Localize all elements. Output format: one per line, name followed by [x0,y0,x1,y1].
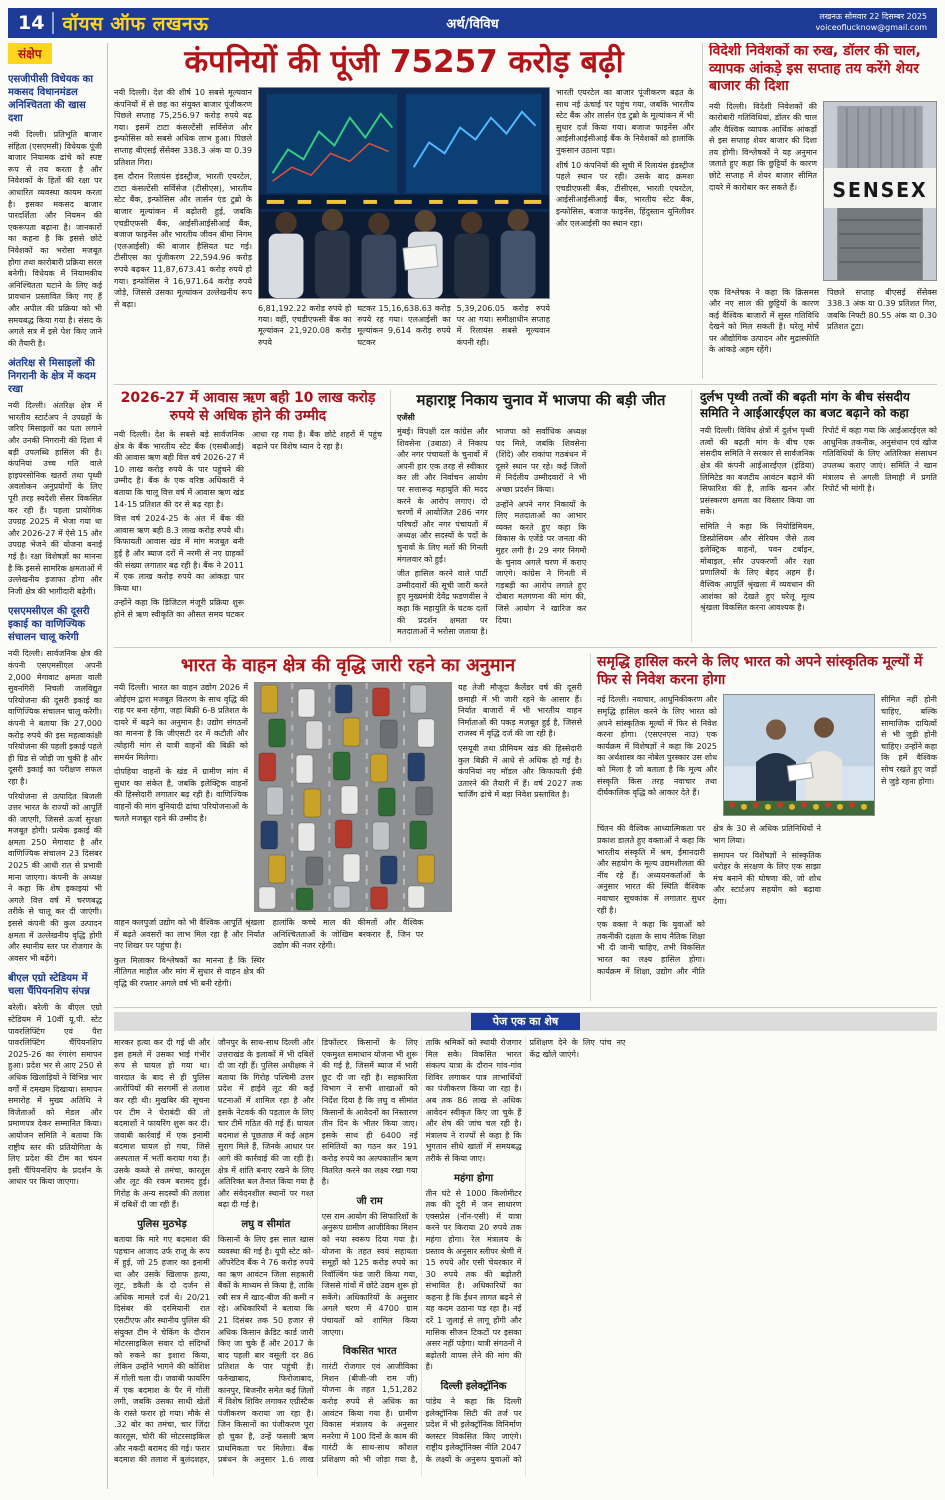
paragraph: एक वक्ता ने कहा कि युवाओं को तकनीकी दक्षता के साथ नैतिक शिक्षा भी दी जानी चाहिए, तभी विकसित भारत का लक्ष्य हासिल होगा। कार्यक्रम में शिक्षा, उद्योग और नीति क्षेत्र के 30 से अधिक प्रतिनिधियों ने भाग लिया। [597,824,821,976]
traffic-photo-art [255,683,451,911]
brief-headline: अंतरिक्ष से मिसाइलों की निगरानी के क्षेत्र में कदम रखा [8,358,96,396]
continued-story-subhead: महंगा होगा [454,1172,494,1184]
sensex-building-photo [823,101,937,281]
paragraph: इस दौरान रिलायंस इंडस्ट्रीज, भारती एयरटेल, टाटा कंसल्टेंसी सर्विसेज (टीसीएस), भारतीय स्टेट बैंक, इन्फोसिस और लार्सन एंड टुब्रो के बाजार मूल्यांकन में बढ़ोतरी हुई, जबकि एचडीएफसी बैंक, आईसीआईसीआई बैंक, बजाज फाइनेंस और भारतीय जीवन बीमा निगम (एलआईसी) की बाजार हैसियत घट गई। टीसीएस का पूंजीकरण 22,594.96 करोड़ रुपये बढ़कर 11,87,673.41 करोड़ रुपये हो गया। इन्फोसिस ने 16,971.64 करोड़ रुपये जोड़े, जिससे उसका मूल्यांकन उल्लेखनीय रूप से बढ़ा। [114,172,252,309]
page-number: 14 [18,12,54,34]
brief-body [8,400,102,597]
market-outlook-body [709,101,937,283]
culture-column-left [597,694,717,818]
byline: एजेंसी [397,413,415,422]
rare-earth-body [700,425,937,627]
paragraph: समिति ने कहा कि नियोडिमियम, डिस्प्रोसियम और सेरियम जैसे तत्व इलेक्ट्रिक वाहनों, पवन टर्बाइन, मोबाइल, सौर उपकरणों और रक्षा प्रणालियों के लिए बेहद अहम हैं। वैश्विक आपूर्ति श्रृंखला में व्यवधान की आशंका को देखते हुए घरेलू मूल्य श्रृंखला विकसित करना आवश्यक है। [700,521,815,613]
paragraph: नयी दिल्ली। विदेशी निवेशकों की कारोबारी गतिविधियां, डॉलर की चाल और वैश्विक व्यापक आर्थिक आंकड़ों से इस सप्ताह शेयर बाजार की दिशा तय होगी। विश्लेषकों ने यह अनुमान जताते हुए कहा कि छुट्टियों के कारण छोटे सप्ताह में शेयर बाजार सीमित दायरे में कारोबार कर सकते हैं। [709,101,817,192]
market-outlook-story [702,43,937,379]
paragraph: वित्त वर्ष 2024-25 के अंत में बैंक की आवास ऋण बही 8.3 लाख करोड़ रुपये थी। किफायती आवास खंड में मांग मजबूत बनी हुई है और ब्याज दरों में नरमी से नए ग्राहकों की संख्या लगातार बढ़ रही है। बैंक ने 2011 में एक लाख करोड़ रुपये का आंकड़ा पार किया था। [114,514,244,593]
paragraph: नयी दिल्ली। देश के सबसे बड़े सार्वजनिक क्षेत्र के बैंक भारतीय स्टेट बैंक (एसबीआई) की आवास ऋण बही वित्त वर्ष 2026-27 में 10 लाख करोड़ रुपये के पार पहुंचने की उम्मीद है। बैंक के एक वरिष्ठ अधिकारी ने बताया कि चालू वित्त वर्ष में आवास ऋण खंड 14-15 प्रतिशत की दर से बढ़ रहा है। [114,430,244,509]
figures-col-2: घटकर 15,16,638.63 करोड़ रुपये रह गया। एलआईसी का मूल्यांकन 9,614 करोड़ रुपये घटकर [357,304,451,347]
brief-article-space-missile [8,357,102,597]
main-area [114,43,937,1489]
brief-headline: एसजीपीसी विधेयक का मकसद विधानमंडल अनिश्चितता की खास दशा [8,74,93,124]
maharashtra-election-story [390,390,692,642]
paragraph: गारंटी रोजगार एवं आजीविका मिशन (बीजी-जी राम जी) योजना के तहत 1,51,282 करोड़ रुपये से अधिक का आवंटन किया गया है। ग्रामीण विकास मंत्रालय के अनुसार मनरेगा में 100 दिनों के काम की गारंटी के साथ-साथ कौशल प्रशिक्षण को भी जोड़ा गया है, ताकि श्रमिकों को स्थायी रोजगार मिल सके। विकसित भारत संकल्प यात्रा के दौरान गांव-गांव शिविर लगाकर पात्र लाभार्थियों का पंजीकरण किया जा रहा है। अब तक 86 लाख से अधिक आवेदन स्वीकृत किए जा चुके हैं और शेष की जांच चल रही है। मंत्रालय ने राज्यों से कहा है कि भुगतान सीधे खातों में समयबद्ध तरीके से किया जाए। [321,1038,522,1464]
paragraph: हालांकि कच्चे माल की कीमतों और वैश्विक अनिश्चितताओं के जोखिम बरकरार हैं, जिन पर उद्योग की नजर रहेगी। [272,918,424,951]
masthead-left [18,10,446,36]
vehicle-continued [114,917,582,1001]
paragraph: जीत हासिल करने वाले पार्टी उम्मीदवारों की सूची जारी करते हुए मुख्यमंत्री देवेंद्र फडणवीस ने कहा कि महायुति के घटक दलों की प्रदर्शन क्षमता पर मतदाताओं ने भरोसा जताया है। भाजपा को सर्वाधिक अध्यक्ष पद मिले, जबकि शिवसेना (शिंदे) और राकांपा गठबंधन में दूसरे स्थान पर रहे। कई जिलों में निर्दलीय उम्मीदवारों ने भी अच्छा प्रदर्शन किया। [397,427,587,637]
lead-column-right [556,87,694,369]
paragraph: नयी दिल्ली। भारत का वाहन उद्योग 2026 में ओईएम द्वारा मजबूत वितरण के साथ वृद्धि की राह पर बना रहेगा, जहां बिक्री 6-8 प्रतिशत के दायरे में बढ़ने का अनुमान है। उद्योग संगठनों का मानना है कि जीएसटी दर में कटौती और त्योहारी मांग से यात्री वाहनों की बिक्री को समर्थन मिलेगा। [114,683,248,762]
page-content [8,43,937,1489]
lead-headline: कंपनियों की पूंजी 75257 करोड़ बढ़ी [184,44,624,80]
paragraph: वाहन कलपुर्जा उद्योग को भी वैश्विक आपूर्ति श्रृंखला में बढ़ते अवसरों का लाभ मिल रहा है और निर्यात नए शिखर पर पहुंचा है। [114,918,265,951]
paragraph: मुंबई। विपक्षी दल कांग्रेस और शिवसेना (उबाठा) ने निकाय और नगर पंचायतों के चुनावों में अपनी हार एक तरह से स्वीकार कर ली और निर्वाचन आयोग पर सत्तारूढ़ महायुति की मदद करने के आरोप लगाए। दो चरणों में आयोजित 286 नगर परिषदों और नगर पंचायतों में अध्यक्ष और सदस्यों के पदों के चुनावों के लिए मतों की गिनती मंगलवार को हुई। [397,427,488,564]
cultural-values-body [597,694,937,818]
paragraph: चिंतन की वैश्विक आध्यात्मिकता पर प्रकाश डालते हुए वक्ताओं ने कहा कि भारतीय संस्कृति में श्रम, ईमानदारी और सहयोग के मूल्य उद्यमशीलता की नींव रहे हैं। अध्ययनकर्ताओं के अनुसार भारत की स्थिति वैश्विक नवाचार सूचकांक में लगातार सुधर रही है। [597,824,705,915]
lead-body [114,87,694,369]
paragraph: नयी दिल्ली। अंतरिक्ष क्षेत्र में भारतीय स्टार्टअप ने उपग्रहों के जरिए मिसाइलों का पता लगाने और उनकी निगरानी की दिशा में बड़ी उपलब्धि हासिल की है। कंपनियां उच्च गति वाले हाइपरसोनिक खतरों तथा पृथ्वी अवलोकन अनुप्रयोगों के लिए पूरी तरह स्वदेशी सेंसर विकसित कर रही हैं। पहला प्रायोगिक उपग्रह 2025 में भेजा गया था और 2026-27 में ऐसे 15 और उपग्रह भेजने की योजना बनाई गई है। रक्षा विशेषज्ञों का मानना है कि इससे सामरिक क्षमताओं में उल्लेखनीय इजाफा होगा और निजी क्षेत्र की भागीदारी बढ़ेगी। [8,401,102,596]
rare-earth-headline: दुर्लभ पृथ्वी तत्वों की बढ़ती मांग के बीच संसदीय समिति ने आईआरईएल का बजट बढ़ाने को कहा [700,390,910,420]
paragraph: समापन पर विशेषज्ञों ने सांस्कृतिक धरोहर के संरक्षण के लिए एक साझा मंच बनाने की घोषणा की, जो शोध और स्टार्टअप सहयोग को बढ़ावा देगा। [713,850,821,906]
paragraph: एक विश्लेषक ने कहा कि क्रिसमस और नए साल की छुट्टियों के कारण कई वैश्विक बाजारों में सुस्त गतिविधि देखने को मिल सकती है। घरेलू मोर्चे पर औद्योगिक उत्पादन और मुद्रास्फीति के आंकड़े अहम रहेंगे। [709,287,819,355]
paragraph: किसानों के लिए इस साल खास व्यवस्था की गई है। यूपी स्टेट को-ऑपरेटिव बैंक ने 76 करोड़ रुपये का ऋण आवंटन जिला सहकारी बैंकों के माध्यम से किया है, ताकि रबी सत्र में खाद-बीज की कमी न रहे। अधिकारियों ने बताया कि 21 दिसंबर तक 50 हजार से अधिक किसान क्रेडिट कार्ड जारी किए जा चुके हैं और 2017 के बाद पहली बार वसूली दर 86 प्रतिशत के पार पहुंची है। फर्रुखाबाद, फिरोजाबाद, कानपुर, बिजनौर समेत कई जिलों में विशेष शिविर लगाकर एग्रीस्टैक पंजीकरण कराया जा रहा है। जिन किसानों का पंजीकरण पूरा हो चुका है, उन्हें फसली ऋण प्राथमिकता पर मिलेगा। बैंक प्रबंधन के अनुसार 1.6 लाख डिफॉल्टर किसानों के लिए एकमुश्त समाधान योजना भी शुरू की गई है, जिसमें ब्याज में भारी छूट दी जा रही है। सहकारिता विभाग ने सभी शाखाओं को निर्देश दिया है कि लघु व सीमांत किसानों के आवेदनों का निस्तारण तीन दिन के भीतर किया जाए। इसके साथ ही 6400 नई समितियों का गठन कर 191 करोड़ रुपये का अल्पकालीन ऋण वितरित करने का लक्ष्य रखा गया है। [217,1038,418,1465]
contact-email: voiceoflucknow@gmail.com [815,23,927,32]
market-outlook-continued [709,287,937,375]
paragraph: पांडेय ने कहा कि दिल्ली इलेक्ट्रॉनिक सिटी की तर्ज पर प्रदेश में भी इलेक्ट्रॉनिक विनिर्माण क्लस्टर विकसित किए जाएंगे। राष्ट्रीय इलेक्ट्रॉनिक्स नीति 2047 के लक्ष्यों के अनुरूप युवाओं को प्रशिक्षण देने के लिए पांच नए केंद्र खोले जाएंगे। [425,1038,626,1464]
culture-column-right [881,694,937,818]
market-outlook-intro [709,101,817,283]
lead-middle [258,87,550,369]
paragraph: नई दिल्ली। नवाचार, आधुनिकीकरण और समृद्धि हासिल करने के लिए भारत को अपने सांस्कृतिक मूल्यों में फिर से निवेश करना होगा। (एसएनएस नाउ) एक कार्यक्रम में विशेषज्ञों ने कहा कि 2025 का अर्थशास्त्र का नोबेल पुरस्कार उस शोध को मिला है जो बताता है कि मूल्य और संस्कृति किस तरह नवाचार तथा दीर्घकालिक वृद्धि को आकार देते हैं। [597,695,717,798]
rare-earth-story [700,390,937,642]
traffic-jam-photo [254,682,452,912]
figures-col-3: 5,39,206.05 करोड़ रुपये पर आ गया। समीक्षाधीन सप्ताह में रिलायंस सबसे मूल्यवान कंपनी रही। [456,304,550,347]
figures-col-1: 6,81,192.22 करोड़ रुपये हो गया। वहीं, एचडीएफसी बैंक का मूल्यांकन 21,920.08 करोड़ रुपये [258,304,352,347]
dateline: लखनऊ सोमवार 22 दिसम्बर 2025 [819,12,927,22]
briefs-sidebar [8,43,108,1489]
briefs-tag: संक्षेप [8,43,52,64]
cultural-values-story [590,653,937,1001]
paragraph: बताया कि मारे गए बदमाश की पहचान आजाद उर्फ राजू के रूप में हुई, जो 25 हजार का इनामी था और उसके खिलाफ हत्या, लूट, डकैती के दो दर्जन से अधिक मामले दर्ज थे। 20/21 दिसंबर की दरमियानी रात एसटीएफ और स्थानीय पुलिस की संयुक्त टीम ने चेकिंग के दौरान मोटरसाइकिल सवार दो संदिग्धों को रुकने का इशारा किया, लेकिन उन्होंने भागने की कोशिश में गोली चला दी। जवाबी फायरिंग में एक बदमाश के पैर में गोली लगी, जबकि उसका साथी खेतों के रास्ते फरार हो गया। मौके से .32 बोर का तमंचा, चार जिंदा कारतूस, चोरी की मोटरसाइकिल और नकदी बरामद की गई। फरार बदमाश की तलाश में बुलंदशहर, जौनपुर के साथ-साथ दिल्ली और उत्तराखंड के इलाकों में भी दबिशें दी जा रही हैं। पुलिस अधीक्षक ने बताया कि गिरोह पश्चिमी उत्तर प्रदेश में हाईवे लूट की कई घटनाओं में शामिल रहा है और इसके नेटवर्क की पड़ताल के लिए चार टीमें गठित की गई हैं। घायल बदमाश से पूछताछ में कई अहम सुराग मिले हैं, जिनके आधार पर आगे की कार्रवाई की जा रही है। क्षेत्र में शांति बनाए रखने के लिए अतिरिक्त बल तैनात किया गया है और संवेदनशील स्थानों पर गश्त बढ़ा दी गई है। [114,1038,314,1465]
paragraph: दोपहिया वाहनों के खंड में ग्रामीण मांग में सुधार का संकेत है, जबकि इलेक्ट्रिक वाहनों की हिस्सेदारी लगातार बढ़ रही है। वाणिज्यिक वाहनों की मांग बुनियादी ढांचा परियोजनाओं के चलते मजबूत रहने की उम्मीद है। [114,767,248,823]
lower-row [114,647,937,1001]
paragraph: नयी दिल्ली। सार्वजनिक क्षेत्र की कंपनी एसएमसीएल अपनी 2,000 मेगावाट क्षमता वाली सुवनगिरी निचली जलविद्युत परियोजना की दूसरी इकाई का वाणिज्यिक संचालन चालू करेगी। कंपनी ने बताया कि 27,000 करोड़ रुपये की इस महत्वाकांक्षी परियोजना की पहली इकाई पहले ही ग्रिड से जोड़ी जा चुकी है और दूसरी इकाई का परीक्षण सफल रहा है। [8,649,103,786]
stock-market-photo-art [259,88,549,298]
vehicle-sector-headline: भारत के वाहन क्षेत्र की वृद्धि जारी रहने का अनुमान [180,655,516,676]
housing-loan-body [114,429,382,631]
brief-article-championship [8,972,102,1188]
continued-story-subhead: पुलिस मुठभेड़ [137,1218,187,1230]
paragraph: उन्होंने अपने नगर निकायों के लिए मतदाताओं का आभार व्यक्त करते हुए कहा कि विकास के एजेंडे पर जनता की मुहर लगी है। 29 नगर निगमों के चुनाव अगले चरण में कराए जाएंगे। कांग्रेस ने गिनती में गड़बड़ी का आरोप लगाते हुए दोबारा मतगणना की मांग की, जिसे आयोग ने खारिज कर दिया। [495,499,587,625]
paragraph: एस राम आयोग की सिफारिशों के अनुरूप ग्रामीण आजीविका मिशन को नया स्वरूप दिया गया है। योजना के तहत स्वयं सहायता समूहों को 125 करोड़ रुपये का रिवॉल्विंग फंड जारी किया गया, जिससे गांवों में छोटे उद्यम शुरू हो सकेंगे। अधिकारियों के अनुसार अगले चरण में 4700 ग्राम पंचायतों को शामिल किया जाएगा। [321,1211,418,1337]
middle-row [114,384,937,642]
paragraph: शीर्ष 10 कंपनियों की सूची में रिलायंस इंडस्ट्रीज पहले स्थान पर रही। उसके बाद क्रमशः एचडीएफसी बैंक, टीसीएस, भारती एयरटेल, आईसीआईसीआई बैंक, भारतीय स्टेट बैंक, इन्फोसिस, बजाज फाइनेंस, हिंदुस्तान यूनिलीवर और एलआईसी का स्थान रहा। [556,160,694,228]
brief-headline: बीएल एग्रो स्टेडियम में चला चैंपियनशिप संपन्न [8,973,90,998]
masthead-right [499,12,927,34]
paragraph: नयी दिल्ली। देश की शीर्ष 10 सबसे मूल्यवान कंपनियों में से छह का संयुक्त बाजार पूंजीकरण पिछले सप्ताह 75,256.97 करोड़ रुपये बढ़ गया। इसमें टाटा कंसल्टेंसी सर्विसेज और इन्फोसिस को सबसे अधिक लाभ हुआ। पिछले सप्ताह बीएसई सेंसेक्स 338.3 अंक या 0.39 प्रतिशत गिरा। [114,88,252,167]
paragraph: यह तेजी मौजूदा कैलेंडर वर्ष की दूसरी छमाही में भी जारी रहने के आसार हैं। निर्यात बाजारों में भी भारतीय वाहन निर्माताओं की पकड़ मजबूत हुई है, जिससे राजस्व में वृद्धि दर्ज की जा रही है। [458,683,582,739]
maharashtra-headline: महाराष्ट्र निकाय चुनाव में भाजपा की बड़ी जीत [416,391,666,409]
vehicle-sector-story [114,653,582,1001]
sensex-photo-art [824,102,936,280]
continued-story-subhead: दिल्ली इलेक्ट्रॉनिक [440,1381,507,1393]
vehicle-column-right [458,682,582,912]
brief-headline: एसएमसीएल की दूसरी इकाई का वाणिज्यिक संचालन चालू करेगी [8,606,90,644]
continued-story-subhead: विकसित भारत [342,1346,397,1358]
sensex-label: SENSEX [832,178,928,202]
top-row [114,43,937,379]
lead-story [114,43,694,379]
masthead-bar [8,8,937,38]
page-one-rest-banner [114,1012,937,1031]
paragraph: एसयूवी तथा प्रीमियम खंड की हिस्सेदारी कुल बिक्री में आधे से अधिक हो गई है। कंपनियां नए मॉडल और किफायती ईवी उतारने की तैयारी में हैं। वर्ष 2027 तक चार्जिंग ढांचे में बड़ा निवेश प्रस्तावित है। [458,743,582,800]
housing-loan-story [114,390,382,642]
paragraph: नयी दिल्ली। प्रतिभूति बाजार संहिता (एसएमसी) विधेयक पूंजी बाजार नियामक ढांचे को स्पष्ट रूप से तय करता है और निवेशकों के हितों की रक्षा पर आधारित व्यवस्था कायम करता है। इसका मकसद बाजार पारदर्शिता और नियमन की एकरूपता बढ़ाना है। जानकारों का कहना है कि इससे छोटे निवेशकों का भरोसा मजबूत होगा तथा कारोबारी प्रक्रिया सरल बनेगी। विधेयक में नियामकीय अनिश्चितता घटाने के लिए कई प्रावधान प्रस्तावित किए गए हैं और अपील की प्रक्रिया को भी समयबद्ध किया गया है। संसद के अगले सत्र में इसे पेश किए जाने की तैयारी है। [8,130,102,348]
dignitaries-meeting-photo [723,694,875,816]
paragraph: सीमित नहीं होनी चाहिए, बल्कि सामाजिक दायित्वों से भी जुड़ी होनी चाहिए। उन्होंने कहा कि हमें वैश्विक सोच रखते हुए जड़ों से जुड़े रहना होगा। [881,695,937,786]
page-one-rest-columns [114,1037,937,1477]
brief-body [8,129,102,349]
page-one-rest-section [114,1007,937,1477]
vehicle-column-left [114,682,248,912]
continued-story-subhead: जी राम [356,1195,383,1207]
brief-article-smcl-unit [8,605,102,964]
paragraph: भारती एयरटेल का बाजार पूंजीकरण बढ़त के साथ नई ऊंचाई पर पहुंच गया, जबकि भारतीय स्टेट बैंक और लार्सन एंड टुब्रो के मूल्यांकन में भी सुधार दर्ज किया गया। बजाज फाइनेंस और आईसीआईसीआई बैंक के निवेशकों को हालांकि नुकसान उठाना पड़ा। [556,88,694,156]
meeting-photo-art [724,695,874,815]
paragraph: तीन घंटे से 1000 किलोमीटर तक की दूरी में जन साधारण एक्सप्रेस (नॉन-एसी) में यात्रा करने पर किराया 20 रुपये तक महंगा होगा। रेल मंत्रालय के प्रस्ताव के अनुसार स्लीपर श्रेणी में 15 रुपये और एसी चेयरकार में 30 रुपये तक की बढ़ोतरी संभावित है। अधिकारियों का कहना है कि ईंधन लागत बढ़ने से यह कदम उठाना पड़ रहा है। नई दरें 1 जुलाई से लागू होंगी और मासिक सीजन टिकटों पर इसका असर नहीं पड़ेगा। यात्री संगठनों ने बढ़ोतरी वापस लेने की मांग की है। [425,1188,522,1372]
market-outlook-headline: विदेशी निवेशकों का रुख, डॉलर की चाल, व्यापक आंकड़े इस सप्ताह तय करेंगे शेयर बाजार की दिशा [709,43,921,94]
paragraph: परियोजना से उत्पादित बिजली उत्तर भारत के राज्यों को आपूर्ति की जाएगी, जिससे ऊर्जा सुरक्षा मजबूत होगी। प्रत्येक इकाई की क्षमता 250 मेगावाट है और वाणिज्यिक संचालन 23 दिसंबर 2025 की आधी रात से प्रभावी माना जाएगा। कंपनी के अध्यक्ष ने कहा कि शेष इकाइयां भी अगले वित्त वर्ष में चरणबद्ध तरीके से चालू कर दी जाएंगी। इससे कंपनी की कुल उत्पादन क्षमता में उल्लेखनीय वृद्धि होगी और स्थानीय स्तर पर रोजगार के अवसर भी बढ़ेंगे। [8,791,102,963]
lead-column-left [114,87,252,369]
vehicle-sector-body [114,682,582,912]
page-one-rest-label: पेज एक का शेष [471,1013,581,1030]
brief-article-sgpc [8,73,102,349]
paragraph: नयी दिल्ली। विविध क्षेत्रों में दुर्लभ पृथ्वी तत्वों की बढ़ती मांग के बीच एक संसदीय समिति ने सरकार से सार्वजनिक क्षेत्र की कंपनी आईआरईएल (इंडिया) लिमिटेड का बजटीय आवंटन बढ़ाने की सिफारिश की है, ताकि खनन और प्रसंस्करण क्षमता का विस्तार किया जा सके। [700,426,815,517]
brief-body [8,648,102,964]
stock-market-traders-photo [258,87,550,299]
maharashtra-body [397,426,685,638]
paragraph: पिछले सप्ताह बीएसई सेंसेक्स 338.3 अंक या 0.39 प्रतिशत गिरा, जबकि निफ्टी 80.55 अंक या 0.30 प्रतिशत टूटा। [827,287,937,332]
continued-story-subhead: लघु व सीमांत [241,1218,291,1230]
paragraph: कुल मिलाकर विश्लेषकों का मानना है कि स्थिर नीतिगत माहौल और मांग में सुधार से वाहन क्षेत्र की वृद्धि की रफ्तार अगले वर्ष भी बनी रहेगी। [114,955,265,988]
paragraph: उन्होंने कहा कि डिजिटल मंजूरी प्रक्रिया शुरू होने से ऋण स्वीकृति का औसत समय घटकर आधा रह गया है। बैंक छोटे शहरों में पहुंच बढ़ाने पर विशेष ध्यान दे रहा है। [114,430,382,619]
brief-body [8,1002,102,1188]
housing-loan-headline: 2026-27 में आवास ऋण बही 10 लाख करोड़ रुपये से अधिक होने की उम्मीद [120,390,376,424]
culture-continued [597,823,937,999]
cultural-values-headline: समृद्धि हासिल करने के लिए भारत को अपने सांस्कृतिक मूल्यों में फिर से निवेश करना होगा [597,654,923,689]
section-label: अर्थ/विविध [446,17,499,32]
paragraph: रिपोर्ट में कहा गया कि आईआरईएल को आधुनिक तकनीक, अनुसंधान एवं खोज गतिविधियों के लिए अतिरिक्त संसाधन उपलब्ध कराए जाएं। समिति ने खान मंत्रालय से अगली तिमाही में प्रगति रिपोर्ट भी मांगी है। [822,426,937,494]
paragraph: मारकर हत्या कर दी गई थी और इस हमले में उसका भाई गंभीर रूप से घायल हो गया था। वारदात के बाद से ही पुलिस आरोपियों की सरगर्मी से तलाश कर रही थी। मुखबिर की सूचना पर टीम ने घेराबंदी की तो बदमाशों ने फायरिंग शुरू कर दी। जवाबी कार्रवाई में एक इनामी बदमाश घायल हो गया, जिसे अस्पताल में भर्ती कराया गया है। उसके कब्जे से तमंचा, कारतूस और लूट की रकम बरामद हुई। गिरोह के अन्य सदस्यों की तलाश में दबिशें दी जा रही हैं। [114,1038,210,1210]
lead-figures-strip [258,303,550,365]
paragraph: बरेली। बरेली के बीएल एग्रो स्टेडियम में 10वीं यू.पी. स्टेट पावरलिफ्टिंग एवं पैरा पावरलिफ्टिंग चैंपियनशिप 2025-26 का रंगारंग समापन हुआ। प्रदेश भर से आए 250 से अधिक खिलाड़ियों ने विभिन्न भार वर्गों में दमखम दिखाया। समापन समारोह में मुख्य अतिथि ने विजेताओं को मेडल और प्रमाणपत्र देकर सम्मानित किया। आयोजन समिति ने बताया कि राष्ट्रीय स्तर की प्रतियोगिता के लिए प्रदेश की टीम का चयन इसी चैंपियनशिप के प्रदर्शन के आधार पर किया जाएगा। [8,1003,102,1187]
newspaper-title: वॉयस ऑफ लखनऊ [62,13,209,35]
